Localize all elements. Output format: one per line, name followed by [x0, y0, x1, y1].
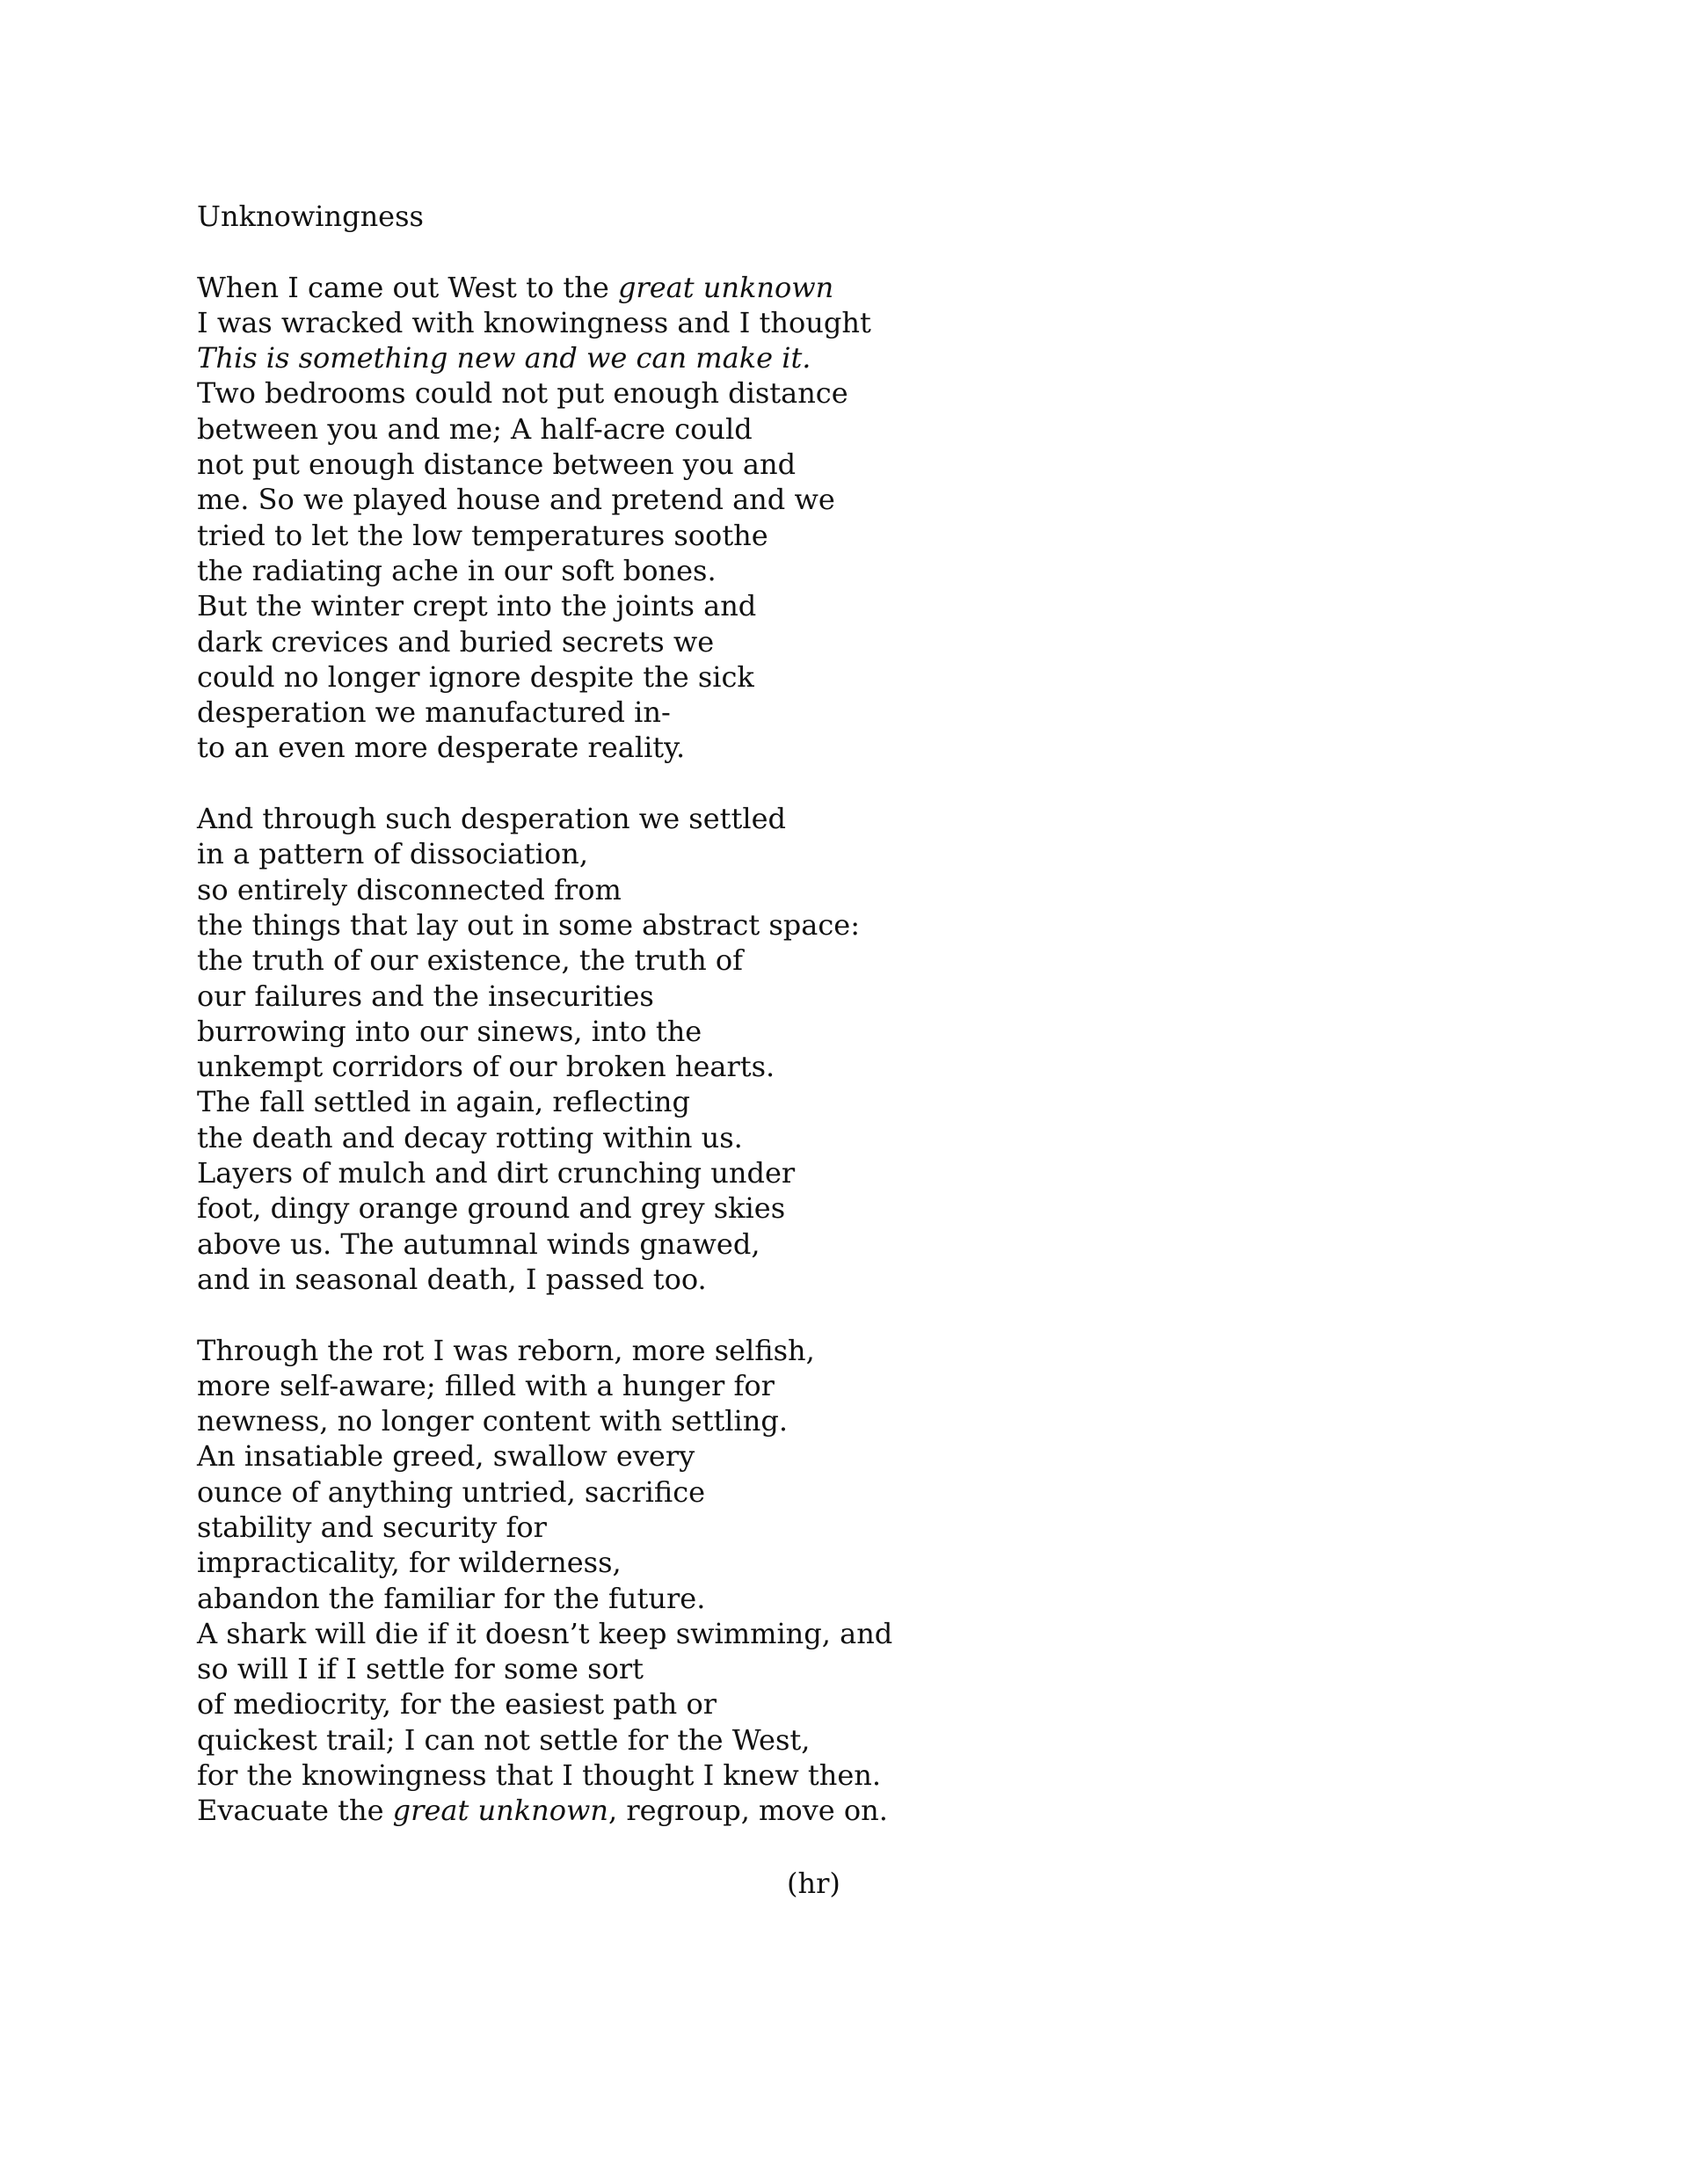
line-text: for the knowingness that I thought I knew then. [197, 1758, 882, 1793]
line-text: stability and security for [197, 1510, 547, 1544]
poem-line [197, 1722, 1076, 1758]
line-text: the radiating ache in our soft bones. [197, 553, 717, 587]
line-text: the truth of our existence, the truth of [197, 943, 743, 978]
line-text: unkempt corridors of our broken hearts. [197, 1050, 775, 1084]
line-text: the things that lay out in some abstract space: [197, 907, 860, 942]
line-text: quickest trail; I can not settle for the West, [197, 1722, 811, 1757]
poem-line [197, 1545, 1076, 1580]
line-text: An insatiable greed, swallow every [197, 1439, 695, 1474]
poem-line [197, 375, 1076, 411]
stanza-break [197, 766, 1076, 801]
line-text: of mediocrity, for the easiest path or [197, 1687, 717, 1722]
line-text: abandon the familiar for the future. [197, 1581, 706, 1615]
poem-line [197, 482, 1076, 517]
stanza-break [197, 1297, 1076, 1332]
line-text: The fall settled in again, reflecting [197, 1085, 690, 1119]
line-text: more self-aware; filled with a hunger for [197, 1368, 775, 1402]
line-text: foot, dingy orange ground and grey skies [197, 1191, 786, 1226]
poem-line [197, 695, 1076, 730]
line-text: tried to let the low temperatures soothe [197, 518, 768, 552]
poem-line [197, 1474, 1076, 1510]
stanza [197, 270, 1076, 766]
line-text: Evacuate the [197, 1794, 393, 1828]
poem-line [197, 979, 1076, 1014]
line-text: so entirely disconnected from [197, 872, 622, 906]
line-text: in a pattern of dissociation, [197, 837, 589, 871]
line-text: Layers of mulch and dirt crunching under [197, 1156, 796, 1190]
poem-line [197, 659, 1076, 695]
line-text: so will I if I settle for some sort [197, 1652, 644, 1686]
poem-line [197, 1368, 1076, 1403]
poem-line [197, 836, 1076, 871]
line-text: Two bedrooms could not put enough distance [197, 376, 848, 411]
stanza [197, 801, 1076, 1297]
poem-line [197, 1155, 1076, 1190]
poem-line [197, 801, 1076, 836]
line-text: , regroup, move on. [608, 1794, 888, 1828]
line-text: When I came out West to the [197, 270, 618, 304]
poem-line [197, 1581, 1076, 1616]
poem-line [197, 588, 1076, 623]
line-text: I was wracked with knowingness and I thought [197, 305, 871, 339]
poem-line [197, 447, 1076, 482]
poem-line [197, 624, 1076, 659]
line-text: to an even more desperate reality. [197, 731, 686, 765]
poem-body [197, 199, 1076, 1829]
line-text: desperation we manufactured in- [197, 695, 671, 730]
poem-line [197, 943, 1076, 978]
poem-line [197, 1014, 1076, 1049]
poem-line [197, 1084, 1076, 1119]
poem-line [197, 1049, 1076, 1084]
line-text: not put enough distance between you and [197, 448, 797, 482]
poem-line [197, 1616, 1076, 1651]
poem-line [197, 340, 1076, 375]
poem-line [197, 1510, 1076, 1545]
poem-line [197, 907, 1076, 943]
line-text: and in seasonal death, I passed too. [197, 1262, 707, 1296]
poem-line [197, 1793, 1076, 1828]
poem-line [197, 1262, 1076, 1297]
poem-line [197, 1651, 1076, 1686]
italic-text: great unknown [392, 1794, 608, 1828]
line-text: above us. The autumnal winds gnawed, [197, 1227, 760, 1261]
footer-mark: (hr) [787, 1867, 840, 1900]
poem-line [197, 730, 1076, 765]
line-text: me. So we played house and pretend and we [197, 483, 835, 517]
line-text: the death and decay rotting within us. [197, 1120, 743, 1154]
italic-text: This is something new and we can make it. [197, 341, 811, 375]
poem-line [197, 872, 1076, 907]
poem-line [197, 1333, 1076, 1368]
line-text: And through such desperation we settled [197, 802, 787, 836]
poem-line [197, 1686, 1076, 1722]
poem-line [197, 1190, 1076, 1226]
poem-line [197, 1438, 1076, 1474]
poem-line [197, 1758, 1076, 1793]
poem-stanzas [197, 270, 1076, 1829]
line-text: Through the rot I was reborn, more selfish, [197, 1333, 815, 1367]
poem-line [197, 1227, 1076, 1262]
line-text: our failures and the insecurities [197, 979, 654, 1013]
poem-line [197, 411, 1076, 447]
poem-title: Unknowingness [197, 200, 424, 233]
line-text: could no longer ignore despite the sick [197, 659, 754, 694]
italic-text: great unknown [617, 270, 834, 304]
poem-line [197, 518, 1076, 553]
line-text: ounce of anything untried, sacrifice [197, 1474, 706, 1509]
line-text: But the winter crept into the joints and [197, 589, 757, 623]
line-text: between you and me; A half-acre could [197, 411, 753, 446]
line-text: burrowing into our sinews, into the [197, 1014, 702, 1048]
poem-line [197, 553, 1076, 588]
poem-line [197, 1120, 1076, 1155]
poem-line [197, 305, 1076, 340]
stanza [197, 1333, 1076, 1829]
line-text: impracticality, for wilderness, [197, 1546, 622, 1580]
poem-line [197, 270, 1076, 305]
line-text: dark crevices and buried secrets we [197, 624, 715, 659]
line-text: newness, no longer content with settling. [197, 1404, 789, 1438]
line-text: A shark will die if it doesn’t keep swimming, and [197, 1616, 893, 1650]
poem-line [197, 1403, 1076, 1438]
